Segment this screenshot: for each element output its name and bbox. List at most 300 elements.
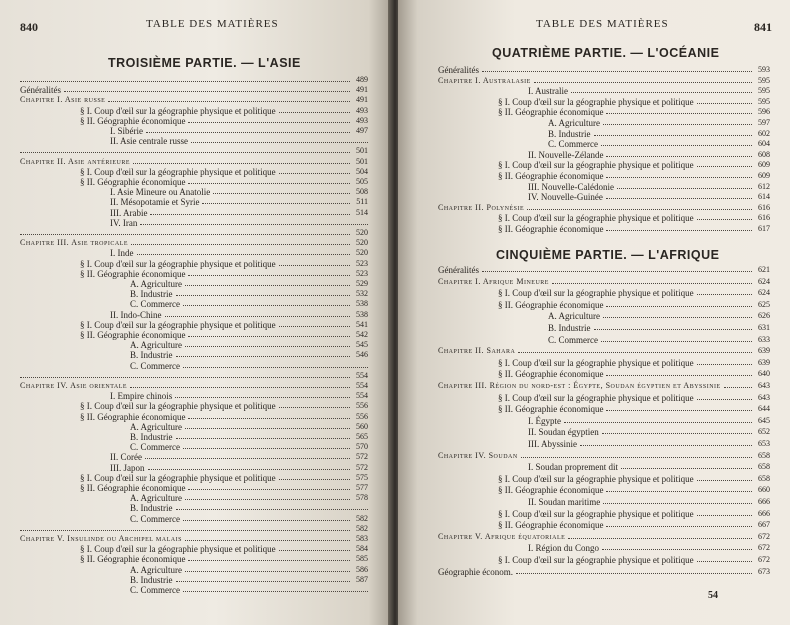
section-title: CINQUIÈME PARTIE. — L'AFRIQUE — [496, 248, 720, 262]
entry-page-number: 667 — [758, 520, 770, 530]
entry-label: III. Arabie — [110, 207, 148, 218]
entry-page-number: 614 — [758, 192, 770, 202]
entry-label: C. Commerce — [130, 299, 180, 310]
dot-leader — [20, 152, 350, 153]
dot-leader — [140, 224, 368, 225]
entry-label: I. Australie — [528, 86, 568, 97]
dot-leader — [185, 346, 350, 347]
entry-page-number: 532 — [356, 289, 368, 299]
entry-label: § I. Coup d'œil sur la géographie physique et politique — [498, 392, 694, 403]
entry-page-number: 639 — [758, 346, 770, 356]
dot-leader — [188, 122, 350, 123]
entry-label: § I. Coup d'œil sur la géographie physique et politique — [80, 544, 276, 555]
dot-leader — [185, 571, 350, 572]
entry-label: B. Industrie — [130, 503, 173, 514]
entry-page-number: 520 — [356, 238, 368, 248]
entry-page-number: 582 — [356, 523, 368, 533]
dot-leader — [20, 81, 350, 82]
dot-leader — [606, 156, 752, 157]
entry-page-number: 572 — [356, 452, 368, 462]
entry-label: § II. Géographie économique — [498, 369, 604, 380]
dot-leader — [188, 489, 350, 490]
toc-entry — [438, 461, 770, 473]
entry-page-number: 644 — [758, 404, 770, 414]
dot-leader — [165, 316, 351, 317]
entry-page-number: 545 — [356, 340, 368, 350]
toc-entry — [438, 415, 770, 427]
entry-page-number: 560 — [356, 421, 368, 431]
entry-label: § I. Coup d'œil sur la géographie physique et politique — [498, 555, 694, 565]
dot-leader — [188, 418, 350, 419]
entry-page-number: 645 — [758, 415, 770, 425]
dot-leader — [697, 561, 752, 562]
dot-leader — [191, 142, 368, 143]
dot-leader — [202, 203, 350, 204]
toc-entry — [438, 264, 770, 276]
entry-label: § I. Coup d'œil sur la géographie physique et politique — [80, 472, 276, 483]
dot-leader — [183, 520, 350, 521]
entry-page-number: 609 — [758, 171, 770, 180]
toc-entry — [438, 496, 770, 508]
entry-page-number: 585 — [356, 554, 368, 564]
dot-leader — [606, 410, 752, 411]
dot-leader — [482, 71, 752, 72]
entry-label: B. Industrie — [130, 350, 173, 361]
entry-label: B. Industrie — [548, 323, 591, 333]
entry-page-number: 608 — [758, 149, 770, 159]
entry-label: IV. Nouvelle-Guinée — [528, 192, 603, 203]
entry-page-number: 626 — [758, 311, 770, 321]
dot-leader — [176, 438, 351, 439]
dot-leader — [603, 317, 752, 318]
dot-leader — [606, 306, 752, 307]
entry-page-number: 505 — [356, 177, 368, 186]
entry-page-number: 593 — [758, 65, 770, 74]
chapter-entry — [438, 531, 770, 543]
entry-label: § II. Géographie économique — [498, 520, 604, 531]
entry-page-number: 575 — [356, 472, 368, 482]
dot-leader — [594, 135, 753, 136]
entry-label: § I. Coup d'œil sur la géographie physique et politique — [498, 357, 694, 368]
entry-label: Chapitre I. Australasie — [438, 75, 531, 85]
entry-label: § I. Coup d'œil sur la géographie physique et politique — [498, 96, 694, 107]
entry-label: II. Indo-Chine — [110, 309, 162, 320]
dot-leader — [606, 177, 752, 178]
running-head: TABLE DES MATIÈRES — [146, 18, 279, 30]
entry-page-number: 658 — [758, 462, 770, 472]
entry-label: § II. Géographie économique — [80, 177, 186, 187]
entry-label: II. Mésopotamie et Syrie — [110, 197, 200, 208]
entry-page-number: 596 — [758, 107, 770, 117]
entry-page-number: 556 — [356, 411, 368, 421]
dot-leader — [697, 103, 752, 104]
dot-leader — [697, 364, 752, 365]
dot-leader — [580, 445, 752, 446]
right-page — [398, 0, 790, 625]
dot-leader — [183, 367, 368, 368]
dot-leader — [602, 433, 752, 434]
toc-entry — [438, 484, 770, 496]
signature-mark: 54 — [708, 590, 718, 601]
dot-leader — [279, 326, 350, 327]
entry-page-number: 617 — [758, 224, 770, 233]
entry-label: Chapitre III. Région du nord-est : Égypte, Soudan égyptien et Abyssinie — [438, 381, 721, 390]
dot-leader — [518, 352, 752, 353]
dot-leader — [20, 377, 350, 378]
entry-page-number: 672 — [758, 555, 770, 564]
entry-page-number: 578 — [356, 493, 368, 503]
entry-label: II. Asie centrale russe — [110, 136, 188, 147]
chapter-entry — [438, 450, 770, 462]
dot-leader — [601, 341, 752, 342]
dot-leader — [724, 387, 752, 388]
dot-leader — [176, 509, 369, 510]
entry-label: Chapitre I. Afrique Mineure — [438, 276, 549, 286]
dot-leader — [621, 468, 752, 469]
entry-label: § I. Coup d'œil sur la géographie physique et politique — [80, 258, 276, 269]
entry-page-number: 612 — [758, 181, 770, 191]
entry-label: § II. Géographie économique — [498, 299, 604, 310]
toc-entry — [438, 368, 770, 380]
entry-page-number: 491 — [356, 95, 368, 105]
page-number: 840 — [20, 20, 38, 34]
toc-entry — [438, 438, 770, 450]
entry-label: § II. Géographie économique — [498, 224, 604, 234]
entry-label: § II. Géographie économique — [498, 171, 604, 181]
toc-entry — [438, 473, 770, 485]
entry-label: II. Soudan égyptien — [528, 427, 599, 438]
entry-page-number: 554 — [356, 391, 368, 401]
dot-leader — [20, 530, 350, 531]
entry-label: Généralités — [438, 265, 479, 275]
entry-page-number: 508 — [356, 187, 368, 197]
entry-page-number: 584 — [356, 544, 368, 554]
toc-entry — [438, 299, 770, 311]
entry-label: § I. Coup d'œil sur la géographie physique et politique — [80, 401, 276, 412]
entry-page-number: 583 — [356, 534, 368, 543]
entry-label: C. Commerce — [548, 139, 598, 150]
entry-page-number: 511 — [356, 197, 368, 207]
dot-leader — [594, 329, 753, 330]
entry-label: § II. Géographie économique — [498, 485, 604, 496]
entry-page-number: 609 — [758, 160, 770, 170]
entry-label: Chapitre IV. Asie orientale — [20, 381, 128, 390]
entry-page-number: 554 — [356, 381, 368, 390]
entry-label: A. Agriculture — [130, 421, 182, 432]
entry-label: § I. Coup d'œil sur la géographie physique et politique — [498, 213, 694, 224]
chapter-entry — [438, 276, 770, 288]
toc-entry — [20, 584, 368, 596]
entry-page-number: 673 — [758, 566, 770, 576]
entry-label: IV. Iran — [110, 217, 138, 228]
entry-label: I. Inde — [110, 248, 134, 259]
entry-label: Chapitre II. Asie antérieure — [20, 156, 130, 166]
toc-entry — [438, 322, 770, 334]
dot-leader — [279, 407, 350, 408]
entry-label: II. Nouvelle-Zélande — [528, 149, 604, 160]
page-number: 841 — [754, 20, 772, 34]
dot-leader — [188, 275, 350, 276]
entry-page-number: 672 — [758, 543, 770, 553]
entry-page-number: 542 — [356, 330, 368, 339]
dot-leader — [185, 428, 350, 429]
dot-leader — [697, 166, 752, 167]
entry-page-number: 523 — [356, 258, 368, 268]
entry-page-number: 652 — [758, 427, 770, 437]
section-title: QUATRIÈME PARTIE. — L'OCÉANIE — [492, 46, 720, 60]
entry-label: B. Industrie — [130, 574, 173, 585]
entry-page-number: 514 — [356, 207, 368, 217]
entry-label: § II. Géographie économique — [498, 107, 604, 118]
entry-page-number: 639 — [758, 357, 770, 367]
entry-label: § II. Géographie économique — [80, 483, 186, 493]
chapter-entry — [438, 380, 770, 392]
dot-leader — [527, 209, 752, 210]
entry-page-number: 595 — [758, 86, 770, 96]
left-page — [0, 0, 392, 625]
dot-leader — [697, 399, 752, 400]
dot-leader — [564, 422, 752, 423]
entry-page-number: 572 — [356, 462, 368, 472]
entry-label: A. Agriculture — [548, 311, 600, 322]
entry-page-number: 672 — [758, 531, 770, 541]
section-title: TROISIÈME PARTIE. — L'ASIE — [108, 56, 301, 70]
entry-page-number: 660 — [758, 485, 770, 495]
entry-label: Généralités — [438, 65, 479, 75]
dot-leader — [130, 387, 350, 388]
entry-label: C. Commerce — [130, 513, 180, 524]
dot-leader — [176, 356, 351, 357]
dot-leader — [606, 230, 752, 231]
entry-page-number: 538 — [356, 309, 368, 319]
entry-page-number: 624 — [758, 288, 770, 298]
dot-leader — [185, 285, 350, 286]
dot-leader — [697, 515, 752, 516]
dot-leader — [606, 375, 752, 376]
dot-leader — [697, 294, 752, 295]
dot-leader — [188, 183, 350, 184]
entry-page-number: 587 — [356, 574, 368, 584]
entry-page-number: 621 — [758, 265, 770, 274]
entry-page-number: 501 — [356, 146, 368, 156]
entry-page-number: 520 — [356, 228, 368, 237]
dot-leader — [279, 173, 350, 174]
entry-page-number: 643 — [758, 381, 770, 390]
entry-label: Chapitre III. Asie tropicale — [20, 238, 128, 248]
entry-label: § I. Coup d'œil sur la géographie physique et politique — [498, 473, 694, 484]
entry-page-number: 597 — [758, 118, 770, 127]
dot-leader — [516, 573, 752, 574]
dot-leader — [606, 526, 752, 527]
entry-label: § II. Géographie économique — [80, 330, 186, 340]
entry-page-number: 556 — [356, 401, 368, 411]
dot-leader — [606, 198, 752, 199]
dot-leader — [176, 581, 351, 582]
dot-leader — [617, 188, 752, 189]
dot-leader — [534, 82, 752, 83]
entry-label: A. Agriculture — [130, 340, 182, 351]
dot-leader — [148, 469, 351, 470]
entry-page-number: 640 — [758, 369, 770, 379]
entry-label: § II. Géographie économique — [80, 411, 186, 422]
entry-label: § I. Coup d'œil sur la géographie physique et politique — [498, 160, 694, 171]
entry-label: B. Industrie — [130, 289, 173, 300]
entry-page-number: 582 — [356, 513, 368, 523]
entry-page-number: 602 — [758, 128, 770, 138]
entry-label: A. Agriculture — [130, 493, 182, 504]
dot-leader — [188, 336, 350, 337]
entry-label: § II. Géographie économique — [80, 554, 186, 565]
chapter-entry — [438, 345, 770, 357]
entry-label: Chapitre II. Sahara — [438, 346, 516, 356]
toc-entry — [438, 508, 770, 520]
dot-leader — [602, 549, 752, 550]
entry-label: A. Agriculture — [130, 279, 182, 289]
entry-label: III. Japon — [110, 462, 145, 473]
entry-label: C. Commerce — [130, 360, 180, 371]
entry-page-number: 497 — [356, 126, 368, 135]
entry-label: I. Égypte — [528, 415, 561, 426]
dot-leader — [131, 244, 350, 245]
entry-label: Généralités — [20, 85, 61, 96]
dot-leader — [20, 234, 350, 235]
dot-leader — [571, 92, 752, 93]
toc-entry — [438, 519, 770, 531]
dot-leader — [185, 499, 350, 500]
entry-label: § II. Géographie économique — [80, 115, 186, 126]
dot-leader — [606, 491, 752, 492]
toc-entry — [438, 542, 770, 554]
dot-leader — [176, 295, 351, 296]
entry-page-number: 554 — [356, 370, 368, 380]
entry-page-number: 520 — [356, 248, 368, 258]
entry-page-number: 493 — [356, 105, 368, 115]
entry-label: III. Nouvelle-Calédonie — [528, 181, 614, 192]
toc-entry — [438, 392, 770, 404]
entry-label: Chapitre V. Afrique équatoriale — [438, 531, 566, 541]
dot-leader — [146, 132, 350, 133]
entry-page-number: 616 — [758, 202, 770, 212]
dot-leader — [601, 145, 752, 146]
entry-label: § II. Géographie économique — [80, 268, 186, 279]
dot-leader — [150, 214, 350, 215]
entry-page-number: 546 — [356, 350, 368, 360]
entry-page-number: 666 — [758, 508, 770, 518]
entry-page-number: 658 — [758, 450, 770, 460]
entry-page-number: 493 — [356, 115, 368, 125]
dot-leader — [137, 254, 351, 255]
toc-entry — [438, 403, 770, 415]
entry-page-number: 625 — [758, 299, 770, 309]
dot-leader — [279, 112, 350, 113]
dot-leader — [64, 91, 350, 92]
dot-leader — [188, 560, 350, 561]
entry-label: § II. Géographie économique — [498, 404, 604, 415]
dot-leader — [183, 448, 350, 449]
dot-leader — [279, 479, 350, 480]
entry-page-number: 624 — [758, 276, 770, 286]
dot-leader — [183, 305, 350, 306]
entry-label: I. Région du Congo — [528, 543, 599, 554]
toc-entry — [438, 223, 770, 235]
dot-leader — [697, 219, 752, 220]
entry-page-number: 489 — [356, 75, 368, 84]
dot-leader — [185, 540, 350, 541]
entry-label: C. Commerce — [130, 585, 180, 595]
toc-entry — [438, 566, 770, 578]
entry-page-number: 586 — [356, 564, 368, 574]
running-head: TABLE DES MATIÈRES — [536, 18, 669, 30]
entry-label: B. Industrie — [130, 432, 173, 442]
entry-label: Chapitre I. Asie russe — [20, 95, 106, 105]
dot-leader — [552, 283, 752, 284]
dot-leader — [108, 101, 350, 102]
entry-page-number: 666 — [758, 497, 770, 506]
dot-leader — [606, 113, 752, 114]
entry-label: A. Agriculture — [548, 118, 600, 128]
entry-page-number: 595 — [758, 96, 770, 106]
entry-page-number: 633 — [758, 334, 770, 344]
entry-page-number: 643 — [758, 392, 770, 402]
entry-page-number: 501 — [356, 156, 368, 166]
entry-label: § I. Coup d'œil sur la géographie physique et politique — [80, 166, 276, 177]
entry-label: § I. Coup d'œil sur la géographie physique et politique — [80, 105, 276, 116]
dot-leader — [697, 480, 752, 481]
toc-entry — [438, 357, 770, 369]
entry-page-number: 565 — [356, 432, 368, 441]
dot-leader — [145, 458, 350, 459]
entry-page-number: 631 — [758, 323, 770, 332]
entry-page-number: 595 — [758, 75, 770, 85]
entry-label: B. Industrie — [548, 128, 591, 139]
entry-label: I. Sibérie — [110, 126, 143, 136]
entry-page-number: 538 — [356, 299, 368, 309]
toc-entry — [438, 554, 770, 566]
entry-label: A. Agriculture — [130, 564, 182, 575]
entry-page-number: 523 — [356, 268, 368, 278]
entry-label: C. Commerce — [548, 334, 598, 345]
dot-leader — [279, 550, 350, 551]
entry-label: Chapitre V. Insulinde ou Archipel malais — [20, 534, 182, 543]
entry-label: Chapitre II. Polynésie — [438, 202, 525, 212]
entry-label: I. Asie Mineure ou Anatolie — [110, 187, 211, 198]
entry-page-number: 604 — [758, 139, 770, 149]
dot-leader — [603, 124, 752, 125]
dot-leader — [213, 193, 350, 194]
entry-page-number: 658 — [758, 473, 770, 483]
toc-entry — [438, 334, 770, 346]
entry-page-number: 570 — [356, 442, 368, 452]
entry-label: II. Soudan maritime — [528, 497, 601, 507]
entry-label: § I. Coup d'œil sur la géographie physique et politique — [498, 508, 694, 519]
dot-leader — [603, 503, 752, 504]
toc-entry — [438, 287, 770, 299]
entry-page-number: 653 — [758, 439, 770, 448]
dot-leader — [279, 265, 350, 266]
entry-label: C. Commerce — [130, 442, 180, 453]
entry-page-number: 529 — [356, 279, 368, 288]
entry-label: II. Corée — [110, 452, 142, 463]
dot-leader — [482, 271, 752, 272]
entry-label: III. Abyssinie — [528, 439, 577, 449]
entry-label: Géographie économ. — [438, 566, 513, 577]
toc-entry — [438, 310, 770, 322]
entry-page-number: 541 — [356, 319, 368, 329]
entry-label: I. Soudan proprement dit — [528, 462, 618, 473]
entry-page-number: 504 — [356, 166, 368, 176]
dot-leader — [175, 397, 350, 398]
dot-leader — [568, 538, 752, 539]
